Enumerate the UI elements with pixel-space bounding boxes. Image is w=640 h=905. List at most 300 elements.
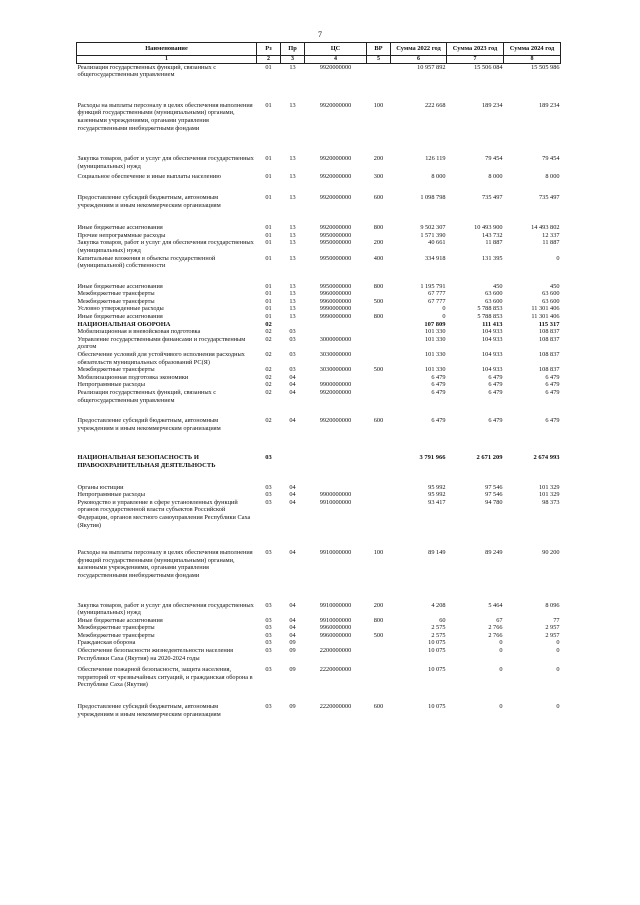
row-amount-2022: 0 <box>442 305 446 313</box>
row-amount-2023: 5 464 <box>488 601 503 609</box>
row-rz: 02 <box>265 417 272 425</box>
table-row <box>77 232 561 240</box>
row-rz: 01 <box>265 239 272 247</box>
row-name: Закупка товаров, работ и услуг для обеспечения государственных (муниципальных) нужд <box>77 601 254 617</box>
row-amount-2023: 2 766 <box>488 624 503 632</box>
row-amount-2023: 6 479 <box>488 417 503 425</box>
row-vr <box>367 491 391 499</box>
row-name: Предоставление субсидий бюджетным, автономным учреждениям и иным некоммерческим организациям <box>77 193 221 209</box>
table-row <box>77 374 561 382</box>
row-rz: 01 <box>265 313 272 321</box>
column-header-name: Наименование <box>77 43 257 56</box>
row-name: Предоставление субсидий бюджетным, автономным учреждениям и иным некоммерческим организациям <box>77 417 221 432</box>
row-amount-2022: 10 075 <box>428 647 446 655</box>
row-pr: 13 <box>289 239 296 247</box>
row-cs: 9960000000 <box>319 624 352 632</box>
row-rz: 01 <box>265 297 272 305</box>
row-amount-2024: 11 301 406 <box>531 313 560 321</box>
row-amount-2023: 0 <box>499 639 503 647</box>
row-rz: 03 <box>265 491 272 499</box>
row-amount-2024: 98 373 <box>542 498 560 506</box>
table-row <box>77 617 561 625</box>
row-name: Гражданская оборона <box>77 639 136 647</box>
row-rz: 03 <box>265 631 272 639</box>
row-cs: 9960000000 <box>319 290 352 298</box>
row-name: Межбюджетные трансферты <box>77 297 155 305</box>
row-amount-2023: 8 000 <box>488 173 503 181</box>
row-amount-2022: 4 208 <box>431 601 446 609</box>
row-pr: 13 <box>289 224 296 232</box>
row-cs: 9910000000 <box>319 601 352 609</box>
row-name: Прочие непрограммные расходы <box>77 231 166 239</box>
row-rz: 03 <box>265 666 272 674</box>
table-row <box>77 470 561 492</box>
row-amount-2022: 101 330 <box>425 351 446 359</box>
row-amount-2024: 108 837 <box>539 328 560 336</box>
row-amount-2022: 1 571 390 <box>420 231 446 239</box>
row-amount-2022: 67 777 <box>428 290 446 298</box>
row-amount-2022: 10 075 <box>428 639 446 647</box>
row-amount-2023: 2 766 <box>488 631 503 639</box>
row-vr <box>367 647 391 662</box>
row-cs: 9950000000 <box>319 254 352 262</box>
row-amount-2024: 6 479 <box>545 417 560 425</box>
row-amount-2022: 1 195 791 <box>420 282 446 290</box>
row-pr: 13 <box>289 231 296 239</box>
row-cs <box>305 432 367 469</box>
row-rz: 01 <box>265 63 272 71</box>
table-row <box>77 624 561 632</box>
row-vr: 100 <box>373 549 384 557</box>
row-rz: 01 <box>265 231 272 239</box>
table-row <box>77 270 561 291</box>
row-rz: 01 <box>265 282 272 290</box>
row-rz: 03 <box>265 616 272 624</box>
row-amount-2022: 10 075 <box>428 666 446 674</box>
row-cs <box>305 328 367 336</box>
row-vr <box>367 305 391 313</box>
table-row <box>77 632 561 640</box>
row-cs: 9950000000 <box>319 231 352 239</box>
row-amount-2023: 6 479 <box>488 381 503 389</box>
row-rz: 01 <box>265 155 272 163</box>
row-cs: 9910000000 <box>319 549 352 557</box>
row-amount-2022: 0 <box>442 313 446 321</box>
row-amount-2022: 10 075 <box>428 703 446 711</box>
row-rz: 03 <box>265 498 272 506</box>
row-amount-2024: 2 674 993 <box>533 454 560 462</box>
row-amount-2022: 2 575 <box>431 624 446 632</box>
row-pr: 13 <box>289 282 296 290</box>
row-amount-2023: 143 732 <box>482 231 503 239</box>
row-rz: 02 <box>265 389 272 396</box>
row-name: Органы юстиции <box>77 483 124 491</box>
row-pr: 04 <box>289 483 296 491</box>
row-pr: 13 <box>289 101 296 109</box>
row-vr <box>367 662 391 689</box>
row-cs: 9910000000 <box>319 498 352 506</box>
row-vr <box>367 432 391 469</box>
row-amount-2023: 450 <box>493 282 503 290</box>
row-pr: 09 <box>289 639 296 647</box>
row-amount-2024: 0 <box>556 254 560 262</box>
row-vr <box>367 290 391 298</box>
row-amount-2022: 60 <box>439 616 446 624</box>
table-row <box>77 639 561 647</box>
row-name: НАЦИОНАЛЬНАЯ БЕЗОПАСНОСТЬ И ПРАВООХРАНИТЕЛЬНАЯ ДЕЯТЕЛЬНОСТЬ <box>77 454 216 469</box>
row-vr: 300 <box>373 173 384 181</box>
row-rz: 02 <box>265 373 272 381</box>
row-cs: 9920000000 <box>319 63 352 71</box>
column-number: 1 <box>77 55 257 63</box>
row-pr: 04 <box>289 601 296 609</box>
row-pr: 13 <box>289 305 296 313</box>
table-row <box>77 298 561 306</box>
row-vr: 600 <box>373 193 384 201</box>
row-pr: 13 <box>289 313 296 321</box>
row-amount-2023: 6 479 <box>488 373 503 381</box>
row-pr: 13 <box>289 290 296 298</box>
row-pr: 03 <box>289 366 296 374</box>
column-number: 7 <box>447 55 504 63</box>
row-vr: 200 <box>373 601 384 609</box>
row-amount-2023: 63 600 <box>485 297 503 305</box>
row-amount-2022: 95 992 <box>428 491 446 499</box>
row-cs <box>305 639 367 647</box>
row-amount-2023: 15 506 084 <box>474 63 503 71</box>
row-amount-2022: 67 777 <box>428 297 446 305</box>
row-amount-2024: 101 329 <box>539 483 560 491</box>
row-pr: 13 <box>289 155 296 163</box>
row-vr: 100 <box>373 101 384 109</box>
row-amount-2022: 10 957 892 <box>417 63 446 71</box>
row-amount-2024: 189 234 <box>539 101 560 109</box>
row-cs <box>305 374 367 382</box>
row-name: Иные бюджетные ассигнования <box>77 282 163 290</box>
row-amount-2024: 15 505 986 <box>531 63 560 71</box>
row-vr <box>367 321 391 329</box>
row-amount-2023: 94 780 <box>485 498 503 506</box>
row-pr: 09 <box>289 647 296 655</box>
row-pr: 04 <box>289 389 296 396</box>
row-rz: 02 <box>265 381 272 389</box>
table-row <box>77 580 561 617</box>
row-name: Условно утвержденные расходы <box>77 305 164 313</box>
row-amount-2024: 8 000 <box>545 173 560 181</box>
column-number: 2 <box>257 55 281 63</box>
column-number-row <box>77 55 561 63</box>
row-rz: 02 <box>265 351 272 359</box>
row-rz: 03 <box>265 639 272 647</box>
row-amount-2024: 11 887 <box>542 239 560 247</box>
row-amount-2023: 735 497 <box>482 193 503 201</box>
column-header-2024: Сумма 2024 год <box>504 43 561 56</box>
row-amount-2024: 14 493 802 <box>531 224 560 232</box>
row-amount-2023: 11 887 <box>485 239 503 247</box>
row-amount-2023: 67 <box>496 616 503 624</box>
row-amount-2023: 0 <box>499 647 503 655</box>
row-amount-2023: 0 <box>499 703 503 711</box>
table-row <box>77 239 561 254</box>
row-amount-2023: 5 788 853 <box>477 313 503 321</box>
row-cs <box>305 470 367 492</box>
row-amount-2024: 6 479 <box>545 389 560 396</box>
row-amount-2024: 115 317 <box>538 320 560 328</box>
table-header-row <box>77 43 561 56</box>
row-rz: 01 <box>265 290 272 298</box>
row-name: Закупка товаров, работ и услуг для обеспечения государственных (муниципальных) нужд <box>77 239 254 254</box>
row-amount-2022: 95 992 <box>428 483 446 491</box>
table-row <box>77 290 561 298</box>
row-amount-2024: 0 <box>556 703 560 711</box>
row-vr <box>367 389 391 404</box>
row-pr <box>281 432 305 469</box>
row-amount-2023: 104 933 <box>482 328 503 336</box>
row-amount-2022: 101 330 <box>425 335 446 343</box>
column-header-2023: Сумма 2023 год <box>447 43 504 56</box>
row-pr: 13 <box>289 173 296 181</box>
row-pr: 04 <box>289 549 296 557</box>
table-row <box>77 181 561 209</box>
row-vr: 800 <box>373 282 384 290</box>
row-amount-2024: 2 957 <box>545 624 560 632</box>
row-amount-2022: 6 479 <box>431 417 446 425</box>
table-row <box>77 132 561 170</box>
row-vr <box>367 624 391 632</box>
table-row <box>77 313 561 321</box>
row-amount-2024: 2 957 <box>545 631 560 639</box>
row-amount-2023: 5 788 853 <box>477 305 503 313</box>
column-header-pr: Пр <box>281 43 305 56</box>
row-vr: 800 <box>373 616 384 624</box>
row-amount-2023: 10 493 900 <box>474 224 503 232</box>
table-row <box>77 63 561 79</box>
row-pr: 04 <box>289 373 296 381</box>
row-name: Межбюджетные трансферты <box>77 624 155 632</box>
row-amount-2024: 63 600 <box>542 290 560 298</box>
row-vr <box>367 232 391 240</box>
row-name: Реализация государственных функций, связанных с общегосударственным управлением <box>77 389 217 404</box>
table-row <box>77 170 561 181</box>
row-name: Управление государственными финансами и государственным долгом <box>77 335 246 351</box>
column-header-2022: Сумма 2022 год <box>391 43 447 56</box>
row-amount-2023: 111 413 <box>482 320 503 328</box>
row-rz: 01 <box>265 254 272 262</box>
row-amount-2024: 0 <box>556 639 560 647</box>
row-rz: 03 <box>265 624 272 632</box>
row-vr: 200 <box>373 155 384 163</box>
row-amount-2023: 89 249 <box>485 549 503 557</box>
row-vr <box>367 499 391 529</box>
row-vr <box>367 381 391 389</box>
row-pr: 13 <box>289 193 296 201</box>
row-rz: 03 <box>265 483 272 491</box>
row-amount-2022: 40 661 <box>428 239 446 247</box>
row-cs: 9920000000 <box>319 224 352 232</box>
row-pr: 04 <box>289 616 296 624</box>
row-rz: 02 <box>265 320 272 328</box>
row-vr <box>367 639 391 647</box>
table-row <box>77 328 561 336</box>
row-pr: 04 <box>289 381 296 389</box>
row-amount-2024: 735 497 <box>539 193 560 201</box>
row-amount-2024: 0 <box>556 666 560 674</box>
row-amount-2024: 6 479 <box>545 381 560 389</box>
row-name: Межбюджетные трансферты <box>77 290 155 298</box>
row-cs: 9990000000 <box>319 313 352 321</box>
row-amount-2023: 6 479 <box>488 389 503 396</box>
row-vr: 500 <box>373 631 384 639</box>
row-amount-2024: 11 301 406 <box>531 305 560 313</box>
row-cs: 3000000000 <box>319 335 352 343</box>
row-cs: 2200000000 <box>319 647 352 655</box>
row-amount-2022: 222 668 <box>425 101 446 109</box>
row-vr: 600 <box>373 703 384 711</box>
row-name: Мобилизационная и вневойсковая подготовка <box>77 328 201 336</box>
row-pr: 04 <box>289 491 296 499</box>
row-cs: 9920000000 <box>319 101 352 109</box>
column-number: 5 <box>367 55 391 63</box>
row-amount-2023: 104 933 <box>482 335 503 343</box>
row-amount-2024: 77 <box>553 616 560 624</box>
row-rz: 01 <box>265 193 272 201</box>
row-vr: 500 <box>373 297 384 305</box>
row-cs: 9990000000 <box>319 305 352 313</box>
row-vr <box>367 470 391 492</box>
row-pr: 04 <box>289 498 296 506</box>
row-name: Мобилизационная подготовка экономики <box>77 373 189 381</box>
row-cs: 9960000000 <box>319 297 352 305</box>
row-amount-2024: 101 329 <box>539 491 560 499</box>
row-rz: 03 <box>265 549 272 557</box>
row-amount-2023: 97 546 <box>485 483 503 491</box>
row-name: Обеспечение безопасности жизнедеятельности населения Республики Саха (Якутия) на 2020-2024 годы <box>77 647 234 662</box>
row-cs: 2220000000 <box>319 666 352 674</box>
row-amount-2024: 79 454 <box>542 155 560 163</box>
row-vr <box>367 336 391 351</box>
row-amount-2023: 104 933 <box>482 351 503 359</box>
row-amount-2023: 97 546 <box>485 491 503 499</box>
row-cs: 3030000000 <box>319 366 352 374</box>
table-row <box>77 336 561 351</box>
row-pr: 09 <box>289 666 296 674</box>
row-vr <box>367 63 391 79</box>
row-cs: 9950000000 <box>319 282 352 290</box>
row-amount-2022: 8 000 <box>431 173 446 181</box>
row-rz: 02 <box>265 366 272 374</box>
column-number: 3 <box>281 55 305 63</box>
row-cs: 9960000000 <box>319 631 352 639</box>
row-vr: 400 <box>373 254 384 262</box>
row-vr: 800 <box>373 313 384 321</box>
row-amount-2022: 334 918 <box>425 254 446 262</box>
row-cs: 3030000000 <box>319 351 352 359</box>
row-cs: 9910000000 <box>319 616 352 624</box>
row-amount-2022: 126 119 <box>425 155 446 163</box>
row-pr: 13 <box>289 63 296 71</box>
row-amount-2022: 6 479 <box>431 389 446 396</box>
row-cs: 9920000000 <box>319 173 352 181</box>
row-amount-2024: 108 837 <box>539 351 560 359</box>
row-amount-2023: 79 454 <box>485 155 503 163</box>
row-amount-2023: 2 671 209 <box>476 454 503 462</box>
row-name: Руководство и управление в сфере установленных функций органов государственной власти субъектов Российской Федерации, органов местного самоуправления Республики Саха (Якутия) <box>77 498 251 529</box>
row-name: Расходы на выплаты персоналу в целях обеспечения выполнения функций государственными (муниципальными) органами, казенными учреждениями, органами управления государственными внебюджетными фондами <box>77 101 253 132</box>
row-pr: 09 <box>289 703 296 711</box>
row-name: НАЦИОНАЛЬНАЯ ОБОРОНА <box>77 320 171 328</box>
row-rz: 03 <box>265 601 272 609</box>
row-name: Иные бюджетные ассигнования <box>77 616 163 624</box>
table-row <box>77 381 561 389</box>
row-cs: 9920000000 <box>319 389 352 396</box>
section-row <box>77 432 561 469</box>
column-header-cs: ЦС <box>305 43 367 56</box>
row-name: Непрограммные расходы <box>77 491 145 499</box>
budget-table <box>76 42 561 718</box>
row-name: Предоставление субсидий бюджетным, автономным учреждениям и иным некоммерческим организациям <box>77 703 221 718</box>
row-amount-2024: 12 337 <box>542 231 560 239</box>
row-amount-2022: 6 479 <box>431 381 446 389</box>
row-rz: 02 <box>265 328 272 336</box>
table-row <box>77 351 561 366</box>
row-name: Непрограммные расходы <box>77 381 145 389</box>
row-vr <box>367 328 391 336</box>
row-pr <box>281 321 305 329</box>
row-name: Обеспечение условий для устойчивого исполнения расходных обязательств муниципальных образований РС(Я) <box>77 351 245 366</box>
row-vr: 500 <box>373 366 384 374</box>
row-name: Межбюджетные трансферты <box>77 631 155 639</box>
row-amount-2024: 450 <box>550 282 560 290</box>
row-pr: 13 <box>289 297 296 305</box>
row-vr: 600 <box>373 417 384 425</box>
row-name: Иные бюджетные ассигнования <box>77 313 163 321</box>
row-amount-2023: 131 395 <box>482 254 503 262</box>
row-amount-2023: 0 <box>499 666 503 674</box>
row-rz: 03 <box>265 647 272 655</box>
row-rz: 01 <box>265 224 272 232</box>
row-rz: 03 <box>265 703 272 711</box>
table-row <box>77 209 561 232</box>
table-row <box>77 662 561 689</box>
row-name: Иные бюджетные ассигнования <box>77 224 163 232</box>
row-pr: 04 <box>289 631 296 639</box>
column-number: 8 <box>504 55 561 63</box>
row-cs: 9950000000 <box>319 239 352 247</box>
row-amount-2024: 8 096 <box>545 601 560 609</box>
row-cs: 9900000000 <box>319 381 352 389</box>
row-cs: 9920000000 <box>319 417 352 425</box>
row-rz: 01 <box>265 101 272 109</box>
row-amount-2022: 6 479 <box>431 373 446 381</box>
row-rz: 01 <box>265 305 272 313</box>
table-row <box>77 529 561 579</box>
row-amount-2022: 1 098 798 <box>420 193 446 201</box>
row-amount-2024: 90 200 <box>542 549 560 557</box>
row-name: Расходы на выплаты персоналу в целях обеспечения выполнения функций государственными (муниципальными) органами, казенными учреждениями, органами управления государственными внебюджетными фондами <box>77 549 253 579</box>
row-pr: 13 <box>289 254 296 262</box>
row-name: Капитальные вложения в объекты государственной (муниципальной) собственности <box>77 254 216 270</box>
table-row <box>77 305 561 313</box>
row-amount-2022: 93 417 <box>428 498 446 506</box>
row-amount-2023: 63 600 <box>485 290 503 298</box>
row-vr <box>367 374 391 382</box>
row-amount-2022: 9 502 307 <box>420 224 446 232</box>
row-amount-2024: 0 <box>556 647 560 655</box>
table-row <box>77 366 561 374</box>
row-amount-2022: 107 809 <box>424 320 446 328</box>
column-number: 4 <box>305 55 367 63</box>
row-cs: 9920000000 <box>319 193 352 201</box>
